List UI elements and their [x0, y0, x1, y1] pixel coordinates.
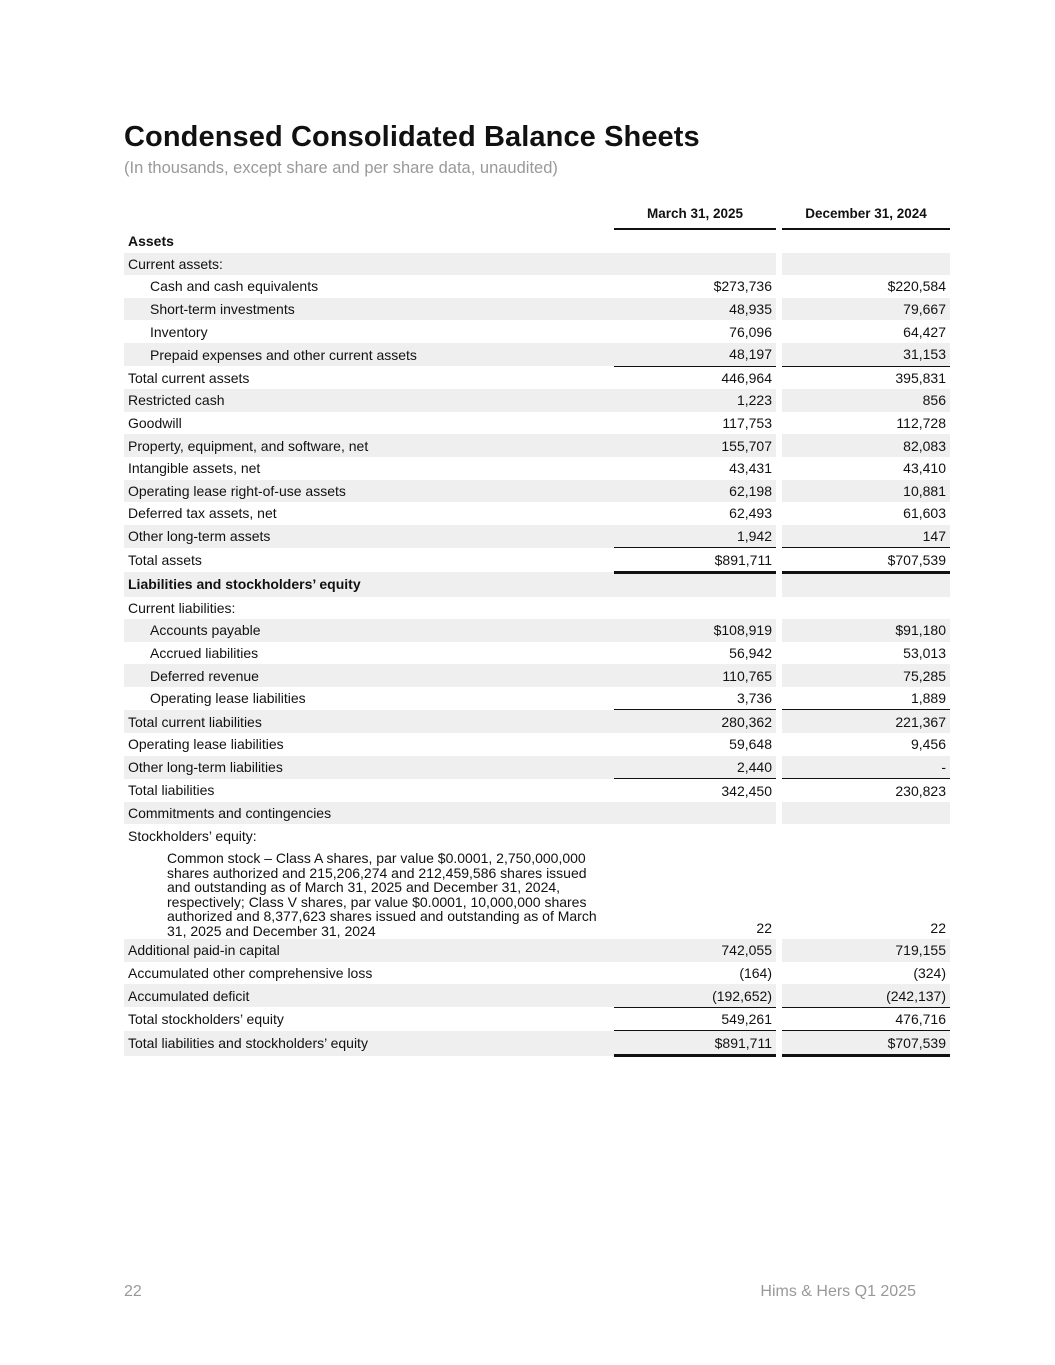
value-december-2024: (242,137) — [782, 984, 950, 1007]
value-december-2024: $707,539 — [782, 1031, 950, 1056]
row-label: Goodwill — [124, 412, 614, 435]
value-december-2024: 230,823 — [782, 779, 950, 802]
value-december-2024 — [782, 597, 950, 620]
value-december-2024: 82,083 — [782, 434, 950, 457]
page-title: Condensed Consolidated Balance Sheets — [124, 121, 700, 153]
table-row — [124, 756, 950, 779]
value-december-2024: 61,603 — [782, 502, 950, 525]
row-label: Total assets — [124, 548, 614, 573]
table-row — [124, 779, 950, 802]
row-label: Deferred revenue — [124, 664, 614, 687]
row-label: Total current liabilities — [124, 710, 614, 733]
row-label: Short-term investments — [124, 298, 614, 321]
row-label: Operating lease right-of-use assets — [124, 480, 614, 503]
value-march-2025 — [614, 572, 776, 596]
value-march-2025: 1,223 — [614, 389, 776, 412]
row-label: Prepaid expenses and other current assets — [124, 343, 614, 366]
column-header-march-2025: March 31, 2025 — [614, 200, 776, 229]
table-row — [124, 939, 950, 962]
row-label: Operating lease liabilities — [124, 687, 614, 710]
value-march-2025: 59,648 — [614, 733, 776, 756]
value-december-2024: 43,410 — [782, 457, 950, 480]
value-march-2025: (192,652) — [614, 984, 776, 1007]
value-march-2025: 43,431 — [614, 457, 776, 480]
value-december-2024: - — [782, 756, 950, 779]
table-row — [124, 366, 950, 389]
value-december-2024: 719,155 — [782, 939, 950, 962]
column-header-december-2024: December 31, 2024 — [782, 200, 950, 229]
row-label: Operating lease liabilities — [124, 733, 614, 756]
table-row — [124, 457, 950, 480]
value-december-2024: (324) — [782, 962, 950, 985]
table-row — [124, 642, 950, 665]
row-label: Inventory — [124, 320, 614, 343]
value-march-2025: 1,942 — [614, 525, 776, 548]
table-row — [124, 847, 950, 939]
value-march-2025: 155,707 — [614, 434, 776, 457]
table-row — [124, 619, 950, 642]
value-march-2025: (164) — [614, 962, 776, 985]
table-row — [124, 824, 950, 847]
value-december-2024: 221,367 — [782, 710, 950, 733]
value-march-2025: 76,096 — [614, 320, 776, 343]
value-december-2024: 31,153 — [782, 343, 950, 366]
header-label-spacer — [124, 200, 614, 229]
table-row — [124, 710, 950, 733]
table-row — [124, 412, 950, 435]
value-december-2024: $707,539 — [782, 548, 950, 573]
value-march-2025: 110,765 — [614, 664, 776, 687]
value-december-2024: 147 — [782, 525, 950, 548]
row-label: Stockholders’ equity: — [124, 824, 614, 847]
value-march-2025: $891,711 — [614, 548, 776, 573]
value-december-2024: 64,427 — [782, 320, 950, 343]
page-subtitle: (In thousands, except share and per share data, unaudited) — [124, 159, 558, 177]
value-december-2024: 395,831 — [782, 366, 950, 389]
value-march-2025: 342,450 — [614, 779, 776, 802]
row-label: Other long-term liabilities — [124, 756, 614, 779]
row-label: Accrued liabilities — [124, 642, 614, 665]
table-row — [124, 1007, 950, 1031]
value-december-2024 — [782, 572, 950, 596]
row-label: Deferred tax assets, net — [124, 502, 614, 525]
row-label: Property, equipment, and software, net — [124, 434, 614, 457]
value-march-2025 — [614, 824, 776, 847]
row-label: Common stock – Class A shares, par value $0.0001, 2,750,000,000 shares authorized and 215,206,274 and 212,459,586 shares issued and outstanding as of March 31, 2025 and December 31, 2024, respectively; Class V shares, par value $0.0001, 10,000,000 shares authorized and 8,377,623 shares issued and outstanding as of March 31, 2025 and December 31, 2024 — [124, 847, 614, 939]
value-march-2025: $108,919 — [614, 619, 776, 642]
row-label: Restricted cash — [124, 389, 614, 412]
table-row — [124, 343, 950, 366]
value-march-2025: 56,942 — [614, 642, 776, 665]
table-row — [124, 962, 950, 985]
table-header-row — [124, 200, 950, 229]
row-label: Current assets: — [124, 253, 614, 276]
row-label: Liabilities and stockholders’ equity — [124, 572, 614, 596]
value-march-2025 — [614, 253, 776, 276]
table-row — [124, 298, 950, 321]
row-label: Total liabilities — [124, 779, 614, 802]
value-december-2024: 22 — [782, 847, 950, 939]
table-row — [124, 664, 950, 687]
value-december-2024: $91,180 — [782, 619, 950, 642]
row-label: Accounts payable — [124, 619, 614, 642]
value-december-2024: 53,013 — [782, 642, 950, 665]
value-march-2025: 446,964 — [614, 366, 776, 389]
table-row — [124, 1031, 950, 1056]
value-december-2024: 79,667 — [782, 298, 950, 321]
footer-document-name: Hims & Hers Q1 2025 — [760, 1283, 916, 1300]
value-march-2025: 549,261 — [614, 1007, 776, 1031]
table-row — [124, 229, 950, 253]
value-december-2024 — [782, 824, 950, 847]
value-december-2024: 476,716 — [782, 1007, 950, 1031]
table-row — [124, 480, 950, 503]
row-label: Current liabilities: — [124, 597, 614, 620]
value-march-2025: $273,736 — [614, 275, 776, 298]
table-row — [124, 502, 950, 525]
table-row — [124, 275, 950, 298]
table-row — [124, 984, 950, 1007]
table-row — [124, 597, 950, 620]
balance-sheet-body — [124, 229, 950, 1056]
table-row — [124, 548, 950, 573]
value-march-2025: 2,440 — [614, 756, 776, 779]
value-march-2025: 62,198 — [614, 480, 776, 503]
table-row — [124, 733, 950, 756]
row-label: Total current assets — [124, 366, 614, 389]
value-march-2025: 3,736 — [614, 687, 776, 710]
value-march-2025: 280,362 — [614, 710, 776, 733]
value-march-2025: 62,493 — [614, 502, 776, 525]
value-march-2025: 48,197 — [614, 343, 776, 366]
row-label: Accumulated other comprehensive loss — [124, 962, 614, 985]
value-march-2025 — [614, 802, 776, 825]
value-march-2025: 48,935 — [614, 298, 776, 321]
value-december-2024 — [782, 229, 950, 253]
value-march-2025: $891,711 — [614, 1031, 776, 1056]
value-march-2025 — [614, 597, 776, 620]
value-december-2024 — [782, 253, 950, 276]
table-row — [124, 253, 950, 276]
row-label: Cash and cash equivalents — [124, 275, 614, 298]
value-december-2024: 1,889 — [782, 687, 950, 710]
table-row — [124, 572, 950, 596]
row-label: Other long-term assets — [124, 525, 614, 548]
row-label: Accumulated deficit — [124, 984, 614, 1007]
value-march-2025: 742,055 — [614, 939, 776, 962]
row-label: Additional paid-in capital — [124, 939, 614, 962]
table-row — [124, 434, 950, 457]
value-december-2024: 10,881 — [782, 480, 950, 503]
balance-sheet-table — [124, 200, 950, 1057]
table-row — [124, 525, 950, 548]
row-label: Intangible assets, net — [124, 457, 614, 480]
value-december-2024: 9,456 — [782, 733, 950, 756]
value-december-2024: 856 — [782, 389, 950, 412]
value-march-2025: 22 — [614, 847, 776, 939]
row-label: Commitments and contingencies — [124, 802, 614, 825]
table-row — [124, 687, 950, 710]
value-december-2024: $220,584 — [782, 275, 950, 298]
table-row — [124, 802, 950, 825]
table-row — [124, 389, 950, 412]
row-label: Total stockholders’ equity — [124, 1007, 614, 1031]
table-row — [124, 320, 950, 343]
value-december-2024 — [782, 802, 950, 825]
row-label: Total liabilities and stockholders’ equity — [124, 1031, 614, 1056]
value-march-2025: 117,753 — [614, 412, 776, 435]
row-label: Assets — [124, 229, 614, 253]
value-december-2024: 75,285 — [782, 664, 950, 687]
value-march-2025 — [614, 229, 776, 253]
page-number: 22 — [124, 1283, 142, 1300]
value-december-2024: 112,728 — [782, 412, 950, 435]
